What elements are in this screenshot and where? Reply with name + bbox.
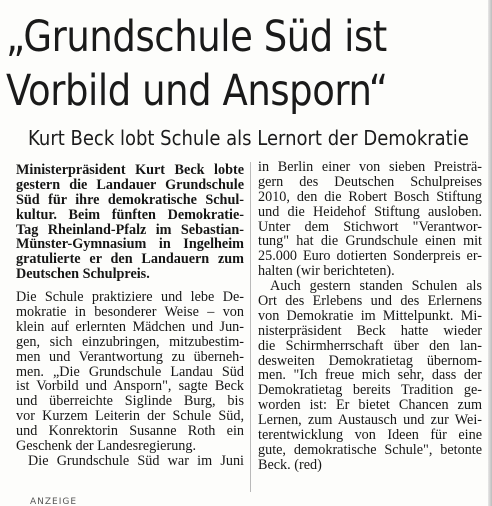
headline-line-2: Vorbild und Ansporn“ xyxy=(6,66,388,116)
body-line: 25.000 Euro dotierten Sonderpreis er- xyxy=(258,249,482,265)
article-subtitle: Kurt Beck lobt Schule als Lernort der Demokratie xyxy=(28,126,469,150)
body-line: Beck. (red) xyxy=(258,456,322,473)
body-line: mokratie in besonderer Weise – von xyxy=(16,305,244,320)
lead-line: Ministerpräsident Kurt Beck lobte xyxy=(16,163,244,178)
lead-line: Süd für ihre demokratische Schul- xyxy=(16,192,244,208)
body-line: halten (wir berichteten). xyxy=(258,263,395,280)
body-line: Geschenk der Landesregierung. xyxy=(16,438,197,455)
body-line: Demokratietag bereits Tradition ge- xyxy=(258,383,482,399)
column-divider xyxy=(250,162,251,492)
body-line: Auch gestern standen Schulen als xyxy=(270,279,482,295)
body-line: die Schirmherrschaft über den lan- xyxy=(258,338,482,354)
right-column xyxy=(258,160,482,473)
body-line: und Konrektorin Susanne Roth ein xyxy=(16,424,244,440)
body-line: worden ist: Er bietet Chancen zum xyxy=(258,398,482,414)
lead-paragraph xyxy=(16,163,244,282)
body-line: Die Grundschule Süd war im Juni xyxy=(28,453,244,469)
body-line: gute, demokratische Schule", betonte xyxy=(258,442,482,458)
headline-line-1: „Grundschule Süd ist xyxy=(6,12,387,62)
body-line: gen, sich einzubringen, mitzubestim- xyxy=(16,334,244,350)
lead-line: gestern die Landauer Grundschule xyxy=(16,177,244,193)
body-line: Unter dem Stichwort "Verantwor- xyxy=(258,219,482,235)
body-line: Die Schule praktiziere und lebe De- xyxy=(16,290,244,306)
body-line: klein auf erlernten Mädchen und Jun- xyxy=(16,319,244,335)
left-column xyxy=(16,163,244,469)
lead-line: Tag Rheinland-Pfalz im Sebastian- xyxy=(16,222,244,238)
body-line: men. „Die Grundschule Landau Süd xyxy=(16,364,244,380)
scan-edge-shadow xyxy=(488,0,492,506)
body-line: men und Verantwortung zu überneh- xyxy=(16,349,244,365)
lead-line: Münster-Gymnasium in Ingelheim xyxy=(16,237,244,253)
body-line: Ort des Erlebens und des Erlernens xyxy=(258,294,482,309)
body-line: und überreichte Siglinde Burg, bis xyxy=(16,394,244,410)
body-line: gern des Deutschen Schulpreises xyxy=(258,174,482,190)
body-line: und die Heidehof Stiftung ausloben. xyxy=(258,204,482,220)
body-line: von Demokratie im Mittelpunkt. Mi- xyxy=(258,308,482,324)
body-line: ist Vorbild und Ansporn", sagte Beck xyxy=(16,379,244,395)
lead-line: gratulierte er den Landauern zum xyxy=(16,252,244,268)
body-line: 2010, den die Robert Bosch Stiftung xyxy=(258,189,482,205)
body-line: vor Kurzem Leiterin der Schule Süd, xyxy=(16,409,244,425)
lead-line: Deutschen Schulpreis. xyxy=(16,266,150,283)
body-paragraph-1 xyxy=(16,290,244,469)
body-line: desweiten Demokratietag übernom- xyxy=(258,353,482,369)
body-line: tung" hat die Grundschule einen mit xyxy=(258,234,482,250)
body-line: terentwicklung von Ideen für eine xyxy=(258,428,482,443)
footer-fragment: ANZEIGE xyxy=(30,497,78,506)
body-line: Lernen, zum Austausch und zur Wei- xyxy=(258,413,482,429)
body-line: in Berlin einer von sieben Preisträ- xyxy=(258,160,482,175)
lead-line: kultur. Beim fünften Demokratie- xyxy=(16,207,244,223)
body-line: nisterpräsident Beck hatte wieder xyxy=(258,323,482,339)
body-line: men. "Ich freue mich sehr, dass der xyxy=(258,368,482,384)
